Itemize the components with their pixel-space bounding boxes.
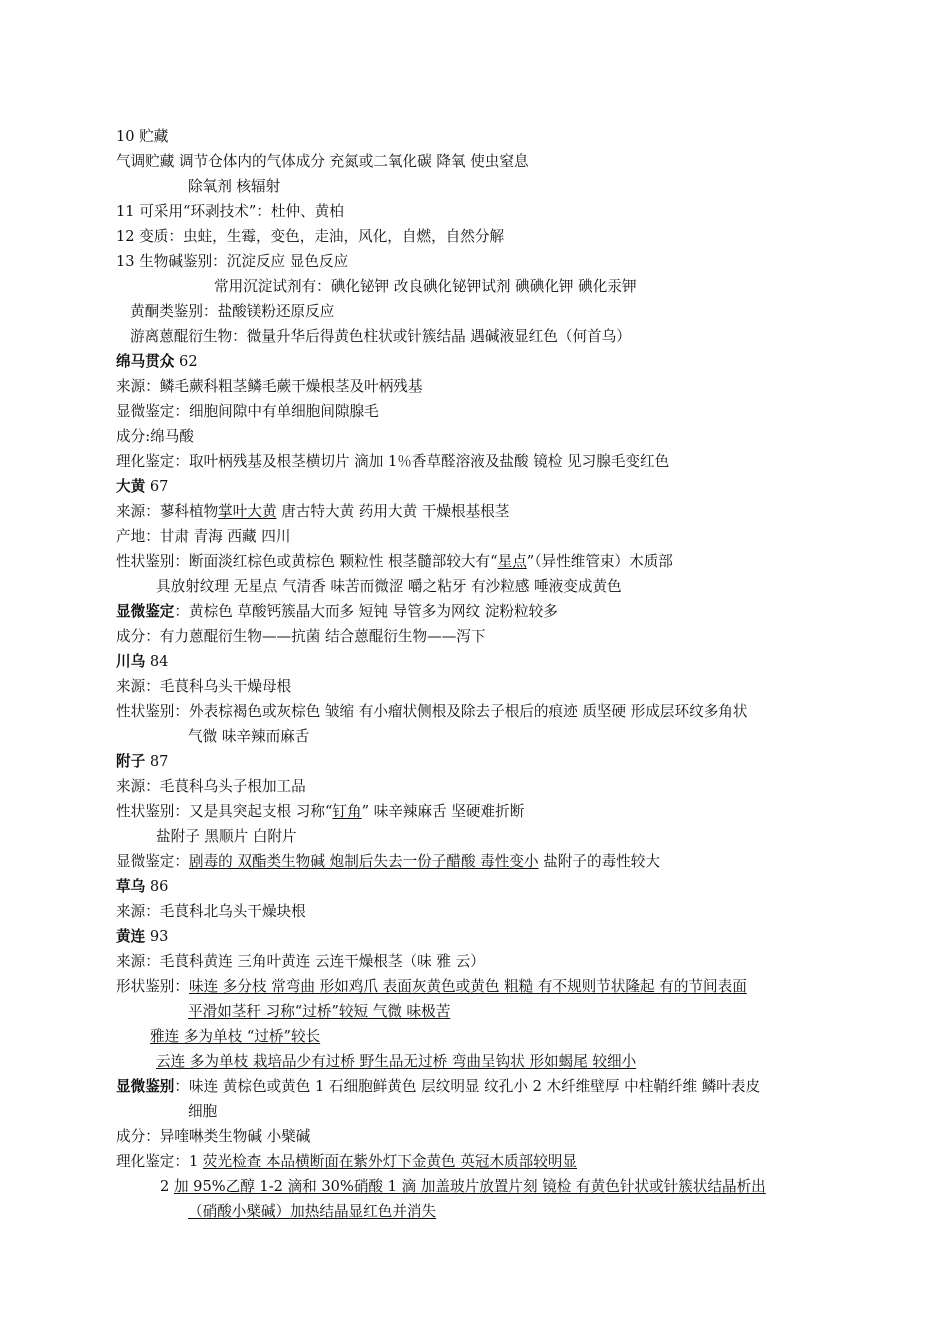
text-line xyxy=(116,977,747,997)
text-line xyxy=(116,852,660,872)
text-segment: 10 贮藏 xyxy=(116,128,169,145)
text-segment: 86 xyxy=(145,878,169,895)
text-segment: 气微 味辛辣而麻舌 xyxy=(188,728,310,745)
underlined-text: （硝酸小檗碱）加热结晶显红色并消失 xyxy=(188,1203,437,1220)
text-segment: 来源：鳞毛蕨科粗茎鳞毛蕨干燥根茎及叶柄残基 xyxy=(116,378,423,395)
text-line xyxy=(116,802,524,822)
text-segment: 性状鉴别：又是具突起支根 习称“ xyxy=(116,803,333,820)
text-line xyxy=(214,277,637,297)
text-line xyxy=(116,352,198,372)
text-line xyxy=(116,252,348,272)
text-segment: 盐附子的毒性较大 xyxy=(538,853,660,870)
text-line xyxy=(188,1202,436,1222)
text-segment: 细胞 xyxy=(188,1103,218,1120)
text-segment: 性状鉴别：断面淡红棕色或黄棕色 颗粒性 根茎髓部较大有“ xyxy=(116,553,498,570)
text-line xyxy=(188,1102,217,1122)
section-heading: 附子 xyxy=(116,753,146,770)
section-heading: 显微鉴定 xyxy=(116,603,175,620)
underlined-text: 平滑如茎秆 习称“过桥”较短 气微 味极苦 xyxy=(188,1003,451,1020)
text-line xyxy=(116,152,529,172)
text-line xyxy=(188,727,309,747)
text-line xyxy=(156,827,297,847)
text-segment: 84 xyxy=(145,653,169,670)
text-line xyxy=(116,502,509,522)
underlined-text: 钉角 xyxy=(332,803,362,820)
text-line xyxy=(156,577,622,597)
text-line xyxy=(116,127,168,147)
text-segment: 62 xyxy=(174,353,198,370)
text-segment: 来源：蓼科植物 xyxy=(116,503,219,520)
text-segment: 除氧剂 核辐射 xyxy=(188,178,281,195)
text-line xyxy=(116,527,290,547)
text-line xyxy=(116,1127,310,1147)
text-segment: 具放射纹理 无星点 气清香 味苦而微涩 嚼之粘牙 有沙粒感 唾液变成黄色 xyxy=(156,578,622,595)
section-heading: 黄连 xyxy=(116,928,146,945)
text-line xyxy=(116,477,168,497)
text-line xyxy=(116,927,168,947)
text-segment: 11 可采用“环剥技术”：杜仲、黄柏 xyxy=(116,203,344,220)
text-segment: 来源：毛茛科乌头子根加工品 xyxy=(116,778,306,795)
text-line xyxy=(188,1002,450,1022)
text-line xyxy=(116,902,306,922)
underlined-text: 剧毒的 双酯类生物碱 炮制后失去一份子醋酸 毒性变小 xyxy=(188,853,539,870)
text-line xyxy=(116,702,748,722)
text-segment: 来源：毛茛科黄连 三角叶黄连 云连干燥根茎（味 雅 云） xyxy=(116,953,485,970)
text-line xyxy=(116,877,168,897)
text-line xyxy=(116,377,422,397)
section-heading: 川乌 xyxy=(116,653,146,670)
underlined-text: 云连 多为单枝 栽培品少有过桥 野生品无过桥 弯曲呈钩状 形如蝎尾 较细小 xyxy=(156,1053,637,1070)
text-segment: 87 xyxy=(145,753,169,770)
section-heading: 大黄 xyxy=(116,478,146,495)
text-segment: 成分:绵马酸 xyxy=(116,428,194,445)
text-segment: 理化鉴定：1 xyxy=(116,1153,203,1170)
text-line xyxy=(116,952,485,972)
text-line xyxy=(116,627,486,647)
text-segment: ” 味辛辣麻舌 坚硬难折断 xyxy=(361,803,525,820)
text-line xyxy=(160,1177,766,1197)
text-segment: 93 xyxy=(145,928,169,945)
text-line xyxy=(116,777,306,797)
text-line xyxy=(116,602,558,622)
text-segment: 12 变质：虫蛀，生霉，变色，走油，风化，自燃，自然分解 xyxy=(116,228,505,245)
section-heading: 草乌 xyxy=(116,878,146,895)
underlined-text: 荧光检查 本品横断面在紫外灯下金黄色 英冠木质部较明显 xyxy=(202,1153,578,1170)
text-segment: 性状鉴别：外表棕褐色或灰棕色 皱缩 有小瘤状侧根及除去子根后的痕迹 质坚硬 形成层环纹多角状 xyxy=(116,703,748,720)
text-line xyxy=(116,1152,577,1172)
text-line xyxy=(116,552,673,572)
text-segment: 成分：异喹啉类生物碱 小檗碱 xyxy=(116,1128,311,1145)
text-segment: 气调贮藏 调节仓体内的气体成分 充氮或二氧化碳 降氧 使虫窒息 xyxy=(116,153,529,170)
underlined-text: 掌叶大黄 xyxy=(218,503,277,520)
text-line xyxy=(116,677,291,697)
text-line xyxy=(116,202,344,222)
text-segment: 游离蒽醌衍生物：微量升华后得黄色柱状或针簇结晶 遇碱液显红色（何首乌） xyxy=(130,328,631,345)
underlined-text: 加 95%乙醇 1-2 滴和 30%硝酸 1 滴 加盖玻片放置片刻 镜检 有黄色针状或针簇状结晶析出 xyxy=(173,1178,766,1195)
text-segment: 成分：有力蒽醌衍生物——抗菌 结合蒽醌衍生物——泻下 xyxy=(116,628,486,645)
text-line xyxy=(130,302,334,322)
text-segment: 来源：毛茛科乌头干燥母根 xyxy=(116,678,292,695)
text-segment: ：黄棕色 草酸钙簇晶大而多 短钝 导管多为网纹 淀粉粒较多 xyxy=(174,603,558,620)
text-line xyxy=(156,1052,636,1072)
text-line xyxy=(116,427,194,447)
text-segment: 盐附子 黑顺片 白附片 xyxy=(156,828,297,845)
section-heading: 绵马贯众 xyxy=(116,353,175,370)
text-segment: 常用沉淀试剂有：碘化铋钾 改良碘化铋钾试剂 碘碘化钾 碘化汞钾 xyxy=(214,278,637,295)
text-segment: 形状鉴别： xyxy=(116,978,189,995)
underlined-text: 雅连 多为单枝 “过桥”较长 xyxy=(150,1028,321,1045)
text-segment: 黄酮类鉴别：盐酸镁粉还原反应 xyxy=(130,303,335,320)
text-line xyxy=(116,652,168,672)
text-segment: 67 xyxy=(145,478,169,495)
text-segment: 2 xyxy=(160,1178,174,1195)
text-segment: ”（异性维管束）木质部 xyxy=(526,553,673,570)
text-line xyxy=(116,1077,760,1097)
text-segment: 13 生物碱鉴别：沉淀反应 显色反应 xyxy=(116,253,349,270)
text-line xyxy=(116,752,168,772)
text-segment: 产地：甘肃 青海 西藏 四川 xyxy=(116,528,291,545)
text-line xyxy=(150,1027,320,1047)
text-line xyxy=(188,177,280,197)
text-line xyxy=(116,402,379,422)
text-line xyxy=(116,227,504,247)
text-segment: ：味连 黄棕色或黄色 1 石细胞鲜黄色 层纹明显 纹孔小 2 木纤维壁厚 中柱鞘纤维 鳞叶表皮 xyxy=(174,1078,761,1095)
text-segment: 显微鉴定： xyxy=(116,853,189,870)
underlined-text: 星点 xyxy=(497,553,527,570)
text-segment: 显微鉴定：细胞间隙中有单细胞间隙腺毛 xyxy=(116,403,379,420)
section-heading: 显微鉴别 xyxy=(116,1078,175,1095)
text-line xyxy=(116,452,669,472)
text-segment: 唐古特大黄 药用大黄 干燥根基根茎 xyxy=(276,503,510,520)
text-segment: 来源：毛茛科北乌头干燥块根 xyxy=(116,903,306,920)
text-segment: 理化鉴定：取叶柄残基及根茎横切片 滴加 1％香草醛溶液及盐酸 镜检 见习腺毛变红色 xyxy=(116,453,670,470)
underlined-text: 味连 多分枝 常弯曲 形如鸡爪 表面灰黄色或黄色 粗糙 有不规则节状隆起 有的节间表面 xyxy=(188,978,747,995)
text-line xyxy=(130,327,631,347)
